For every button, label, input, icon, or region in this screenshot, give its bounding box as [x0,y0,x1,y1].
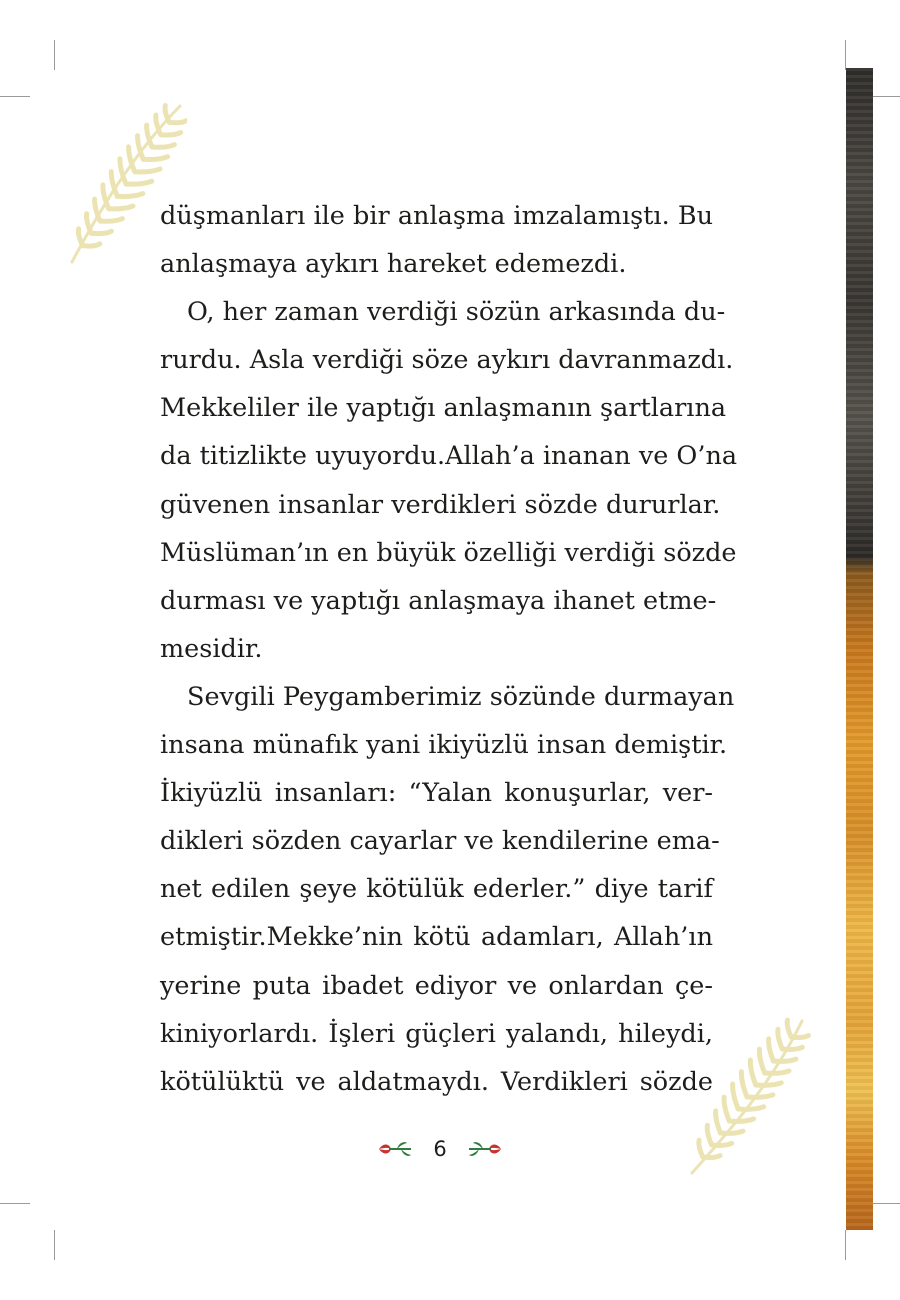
paragraph [160,288,738,673]
text-line: anlaşmaya aykırı hareket edemezdi. [160,249,627,280]
leaf-frond [117,194,143,197]
floral-ornament-icon [375,1137,415,1161]
leaf-frond [747,1095,773,1098]
text-line: dikleri sözden cayarlar ve kendilerine ema- [160,826,720,857]
leaf-frond [143,157,167,160]
page-footer [360,1133,520,1165]
leaf-frond [165,106,169,123]
leaf-frond [161,133,181,136]
leaf-frond [135,169,160,172]
leaf-frond [738,1107,764,1110]
leaf-frond [716,1111,721,1133]
leaf-frond [750,1060,755,1085]
text-line: mesidir. [160,633,263,664]
leaf-frond [712,1143,732,1145]
crop-mark [845,40,846,70]
leaf-frond [100,219,122,222]
text-line: Müslüman’ın en büyük özelliği verdiği sözde [160,537,737,568]
leaf-frond [759,1049,764,1073]
leaf-frond [109,206,133,209]
text-line: İkiyüzlü insanları: “Yalan konuşurlar, ver- [160,778,713,809]
crop-mark [845,1230,846,1260]
leaf-frond [787,1020,791,1037]
leaf-frond [774,1059,797,1061]
leaf-frond [152,145,174,148]
text-line: O, her zaman verdiği sözün arkasında du- [187,297,726,328]
paragraph [160,673,735,1106]
paragraph [160,192,713,288]
leaf-frond [724,1097,729,1121]
page-edge-strip [846,68,873,1230]
leaf-frond [765,1071,789,1073]
text-line: net edilen şeye kötülük ederler.” diye tarif [160,874,713,905]
text-line: etmiştir.Mekke’nin kötü adamları, Allah’ın [160,922,713,953]
crop-mark [873,1203,900,1204]
leaf-frond [756,1083,782,1086]
leaf-frond [729,1119,753,1121]
crop-mark [0,96,30,97]
body-text [160,192,738,1106]
floral-ornament-icon [465,1137,505,1161]
leaf-frond [791,1036,808,1038]
leaf-frond [741,1072,747,1097]
page-number: 6 [433,1137,447,1161]
text-line: Sevgili Peygamberimiz sözünde durmayan [187,681,735,712]
leaf-frond [769,1039,774,1061]
text-line: kiniyorlardı. İşleri güçleri yalandı, hileydi, [160,1018,713,1049]
text-line: düşmanları ile bir anlaşma imzalamıştı. Bu [160,201,713,231]
text-line: yerine puta ibadet ediyor ve onlardan çe- [160,970,713,1001]
text-line: da titizlikte uyuyordu.Allah’a inanan ve O’na [160,441,738,472]
text-line: insana münafık yani ikiyüzlü insan demiştir. [160,730,728,761]
leaf-frond [707,1125,711,1145]
crop-mark [0,1203,30,1204]
crop-mark [54,1230,55,1260]
leaf-frond [83,244,100,246]
leaf-frond [126,181,152,184]
leaf-frond [78,229,82,246]
leaf-frond [721,1131,744,1133]
leaf-frond [778,1029,782,1049]
leaf-frond [733,1084,739,1109]
leaf-frond [699,1140,703,1157]
leaf-frond [86,214,91,234]
text-line: kötülüktü ve aldatmaydı. Verdikleri sözde [160,1066,713,1097]
leaf-frond [703,1156,720,1158]
crop-mark [54,40,55,70]
crop-mark [873,96,900,97]
text-line: rurdu. Asla verdiği söze aykırı davranmazdı. [160,345,734,376]
text-line: Mekkeliler ile yaptığı anlaşmanın şartlarına [160,393,727,424]
text-line: durması ve yaptığı anlaşmaya ihanet etme- [160,585,717,616]
leaf-frond [782,1047,802,1049]
text-line: güvenen insanlar verdikleri sözde dururlar. [160,489,721,520]
leaf-frond [169,121,186,123]
leaf-frond [91,231,111,233]
